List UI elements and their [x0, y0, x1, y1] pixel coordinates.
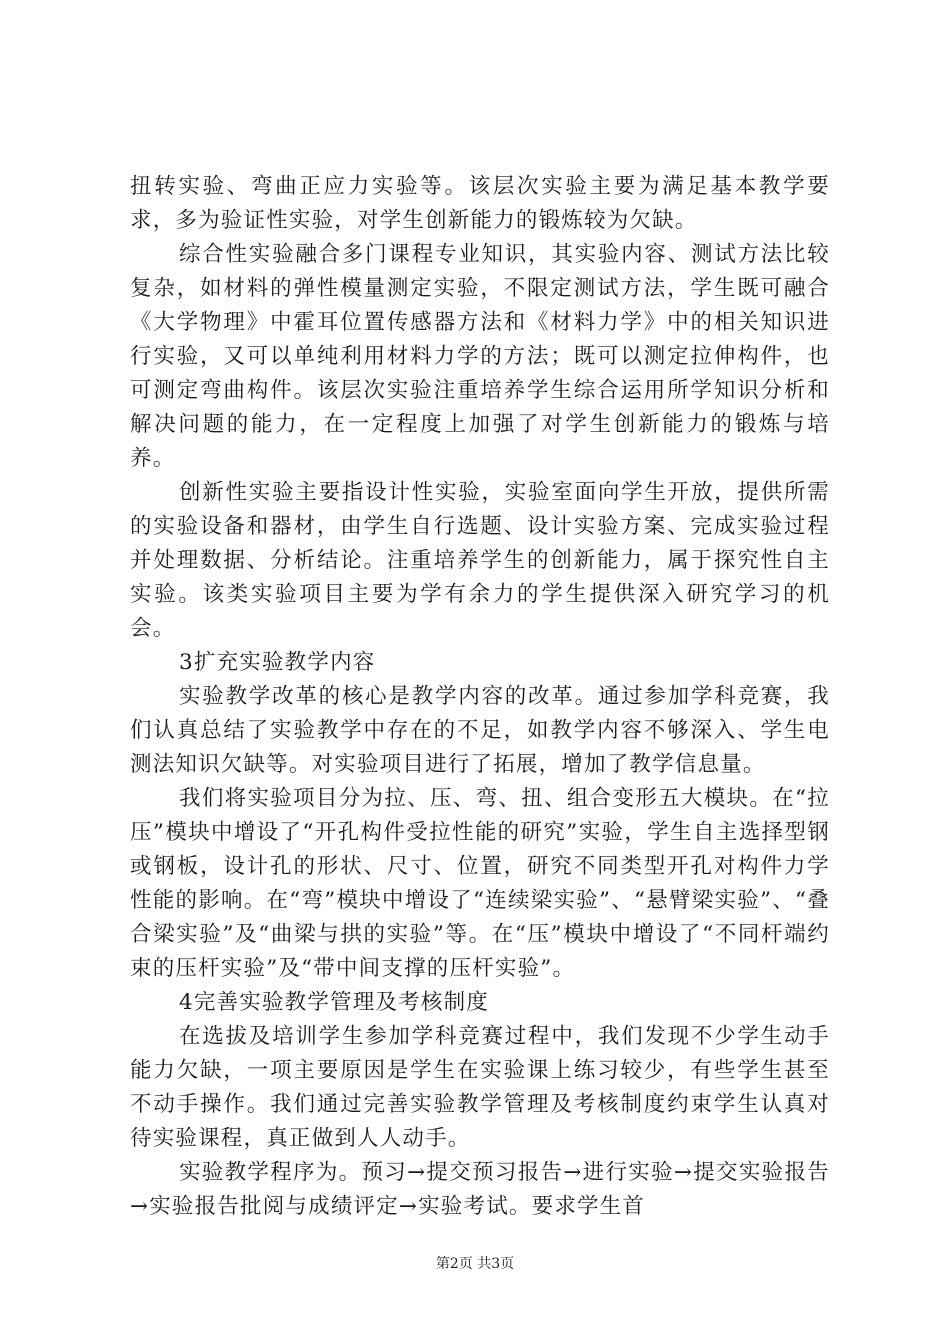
paragraph-experiment-modules: 我们将实验项目分为拉、压、弯、扭、组合变形五大模块。在“拉压”模块中增设了“开孔构件受拉性能的研究”实验，学生自主选择型钢或钢板，设计孔的形状、尺寸、位置，研究不同类型开孔对构件力学性能的影响。在“弯”模块中增设了“连续梁实验”、“悬臂梁实验”、“叠合梁实验”及“曲梁与拱的实验”等。在“压”模块中增设了“不同杆端约束的压杆实验”及“带中间支撑的压杆实验”。 — [130, 786, 830, 981]
paragraph-teaching-procedure: 实验教学程序为。预习→提交预习报告→进行实验→提交实验报告→实验报告批阅与成绩评定→实验考试。要求学生首 — [130, 1160, 830, 1219]
paragraph-teaching-reform: 实验教学改革的核心是教学内容的改革。通过参加学科竞赛，我们认真总结了实验教学中存在的不足，如教学内容不够深入、学生电测法知识欠缺等。对实验项目进行了拓展，增加了教学信息量。 — [130, 684, 830, 777]
section-heading-3: 3扩充实验教学内容 — [179, 650, 376, 675]
section-heading-4: 4完善实验教学管理及考核制度 — [179, 990, 489, 1015]
paragraph-continuation: 扭转实验、弯曲正应力实验等。该层次实验主要为满足基本教学要求，多为验证性实验，对学生创新能力的锻炼较为欠缺。 — [130, 174, 830, 233]
paragraph-innovative-experiments: 创新性实验主要指设计性实验，实验室面向学生开放，提供所需的实验设备和器材，由学生自行选题、设计实验方案、完成实验过程并处理数据、分析结论。注重培养学生的创新能力，属于探究性自主实验。该类实验项目主要为学有余力的学生提供深入研究学习的机会。 — [130, 480, 830, 641]
paragraph-comprehensive-experiments: 综合性实验融合多门课程专业知识，其实验内容、测试方法比较复杂，如材料的弹性模量测定实验，不限定测试方法，学生既可融合《大学物理》中霍耳位置传感器方法和《材料力学》中的相关知识进行实验，又可以单纯利用材料力学的方法；既可以测定拉伸构件，也可测定弯曲构件。该层次实验注重培养学生综合运用所学知识分析和解决问题的能力，在一定程度上加强了对学生创新能力的锻炼与培养。 — [130, 242, 830, 471]
document-body — [130, 170, 830, 1224]
paragraph-student-training: 在选拔及培训学生参加学科竞赛过程中，我们发现不少学生动手能力欠缺，一项主要原因是学生在实验课上练习较少，有些学生甚至不动手操作。我们通过完善实验教学管理及考核制度约束学生认真对待实验课程，真正做到人人动手。 — [130, 1024, 830, 1151]
page-footer: 第2页 共3页 — [435, 1256, 515, 1272]
